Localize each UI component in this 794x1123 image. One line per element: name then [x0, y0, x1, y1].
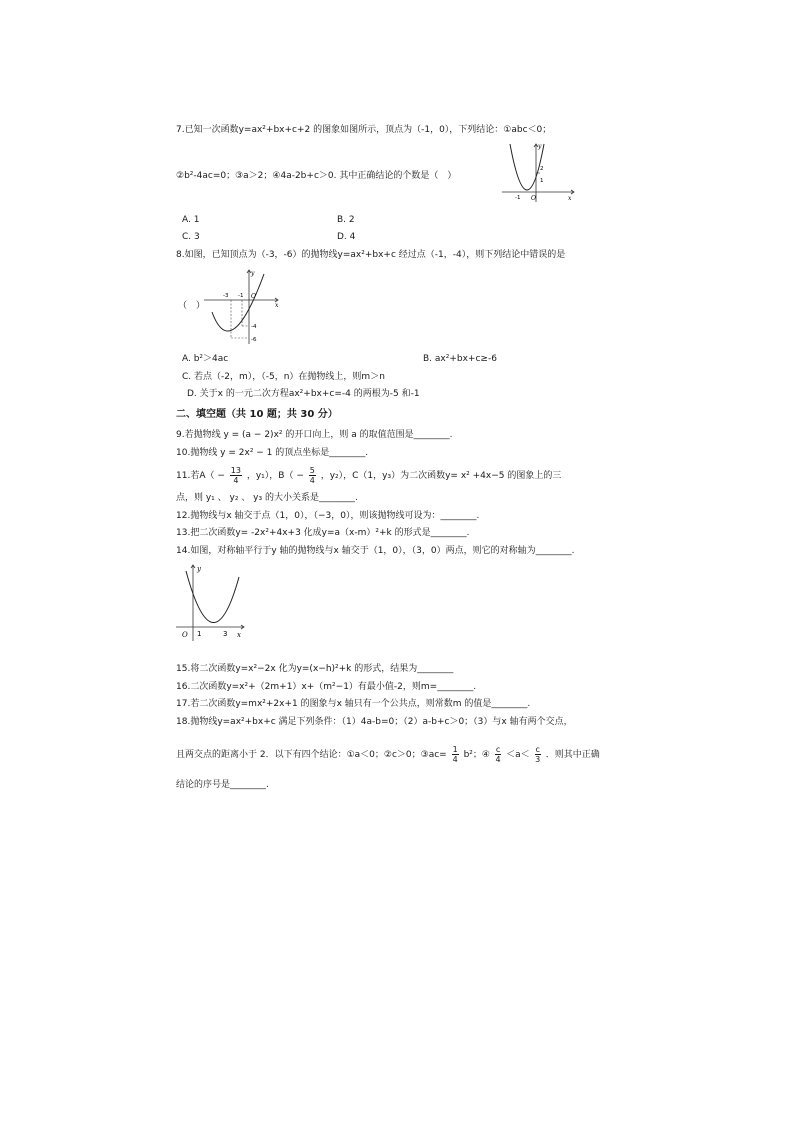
q18-fraction-c3-num: c — [535, 745, 540, 754]
q14-parabola-curve — [186, 571, 239, 623]
q11-fraction1-den: 4 — [233, 476, 239, 485]
q15-text: 15.将二次函数y=x²−2x 化为y=(x−h)²+k 的形式，结果为________ — [176, 664, 454, 674]
q18-line3: 结论的序号是________. — [176, 780, 269, 790]
q14-graph — [176, 563, 248, 643]
q14-text: 14.如图，对称轴平行于y 轴的抛物线与x 轴交于（1，0），（3，0）两点，则它的对称轴为________. — [176, 546, 575, 556]
q7-option-b: B. 2 — [337, 215, 355, 225]
q8-label-neg6: -6 — [251, 337, 257, 343]
q8-parabola-curve — [212, 274, 264, 331]
q8-graph — [204, 266, 284, 346]
q7-line2: ②b²-4ac=0；③a＞2；④4a-2b+c＞0. 其中正确结论的个数是（ ） — [176, 171, 457, 181]
q18-part4: ．则其中正确 — [545, 750, 600, 760]
q11-fraction2-num: 5 — [309, 466, 315, 475]
q8-label-x: x — [275, 302, 279, 309]
q18-fraction-quarter-den: 4 — [452, 755, 458, 764]
q8-option-b: B. ax²+bx+c≥-6 — [423, 354, 497, 364]
q7-parabola-curve — [510, 144, 544, 190]
q14-label-origin: O — [182, 631, 188, 639]
q7-option-a: A. 1 — [182, 215, 200, 225]
q7-label-origin: O — [531, 195, 536, 202]
q18-line2 — [176, 745, 600, 764]
q18-part3: ＜a＜ — [506, 750, 530, 760]
q18-fraction-c3-den: 3 — [535, 755, 541, 764]
q18-fraction-c4 — [495, 745, 501, 764]
q14-parabola-figure — [176, 563, 248, 643]
q8-line1: 8.如图，已知顶点为（-3，-6）的抛物线y=ax²+bx+c 经过点（-1，-4），则下列结论中错误的是 — [176, 250, 566, 260]
q7-graph — [500, 140, 580, 204]
q18-part2: b²；④ — [463, 750, 490, 760]
q7-label-y: y — [538, 143, 542, 150]
q11-fraction1-sign: − — [217, 471, 225, 481]
q11-fraction1-num: 13 — [230, 466, 241, 475]
q11-line2: 点，则 y₁ 、 y₂ 、 y₃ 的大小关系是________. — [176, 493, 358, 503]
q7-label-x: x — [568, 195, 572, 202]
q8-label-neg1: -1 — [238, 293, 244, 299]
q18-fraction-c3 — [535, 745, 541, 764]
q8-option-c: C. 若点（-2，m），（-5，n）在抛物线上，则m＞n — [182, 372, 385, 382]
q7-option-d: D. 4 — [337, 232, 356, 242]
q11-part3: ，y₂），C（1，y₃）为二次函数y= x² +4x−5 的图象上的三 — [320, 471, 562, 481]
q7-parabola-figure — [500, 140, 580, 204]
q8-option-a: A. b²＞4ac — [182, 354, 229, 364]
q8-parabola-figure — [204, 266, 284, 346]
q14-label-3: 3 — [223, 630, 228, 638]
q13-text: 13.把二次函数y= -2x²+4x+3 化成y=a（x-m）²+k 的形式是________. — [176, 528, 470, 538]
q18-fraction-c4-den: 4 — [495, 755, 501, 764]
q8-option-d: D. 关于x 的一元二次方程ax²+bx+c=-4 的两根为-5 和-1 — [187, 389, 420, 399]
q11-fraction2-den: 4 — [309, 476, 315, 485]
q18-line1: 18.抛物线y=ax²+bx+c 满足下列条件：（1）4a-b=0；（2）a-b+c＞0；（3）与x 轴有两个交点， — [176, 717, 573, 727]
q7-line1: 7.已知一次函数y=ax²+bx+c+2 的图象如图所示，顶点为（-1，0），下列结论：①abc＜0； — [176, 125, 552, 135]
q11-fraction2 — [309, 466, 316, 485]
q11-line1 — [176, 466, 561, 485]
q12-text: 12.抛物线与x 轴交于点（1，0），（−3，0），则该抛物线可设为：________. — [176, 511, 480, 521]
q10-text: 10.抛物线 y = 2x² − 1 的顶点坐标是________. — [176, 448, 369, 458]
q17-text: 17.若二次函数y=mx²+2x+1 的图象与x 轴只有一个公共点，则常数m 的值是________. — [176, 699, 531, 709]
q18-fraction-quarter — [452, 745, 459, 764]
q9-text: 9.若抛物线 y = (a − 2)x² 的开口向上，则 a 的取值范围是________. — [176, 430, 453, 440]
q11-part2: ，y₁），B（ — [246, 471, 294, 481]
q14-label-y: y — [197, 565, 201, 573]
q8-paren: （ ） — [178, 301, 206, 311]
q8-label-neg4: -4 — [251, 324, 257, 330]
q11-part1: 11.若A（ — [176, 471, 215, 481]
q14-label-1: 1 — [197, 630, 202, 638]
q18-fraction-c4-num: c — [495, 745, 501, 754]
q7-option-c: C. 3 — [182, 232, 200, 242]
q7-label-1: 1 — [540, 178, 544, 184]
q18-part1: 且两交点的距离小于 2．以下有四个结论：①a＜0；②c＞0；③ac= — [176, 750, 447, 760]
q18-fraction-quarter-num: 1 — [452, 745, 458, 754]
q7-label-neg1: -1 — [515, 195, 521, 201]
q8-label-y: y — [251, 270, 255, 277]
q11-fraction1 — [230, 466, 242, 485]
q14-label-x: x — [237, 631, 241, 639]
q11-fraction2-sign: − — [296, 471, 304, 481]
q16-text: 16.二次函数y=x²+（2m+1）x+（m²−1）有最小值-2，则m=________. — [176, 682, 477, 692]
q8-label-origin: O — [251, 293, 256, 300]
section-fill-in-title: 二、填空题（共 10 题；共 30 分） — [176, 409, 338, 420]
q8-label-neg3: -3 — [223, 293, 229, 299]
q7-label-2: 2 — [540, 166, 544, 172]
